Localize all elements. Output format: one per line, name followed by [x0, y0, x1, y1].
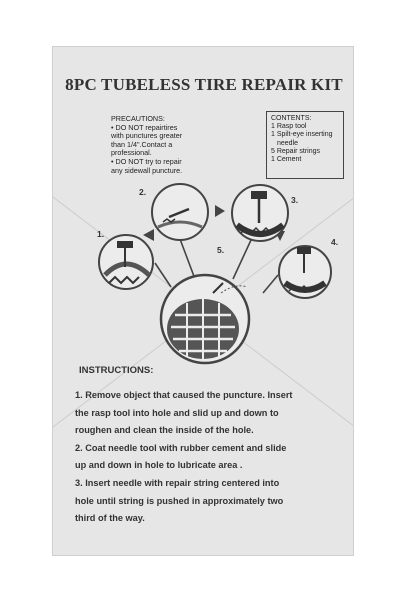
arrow-left-icon	[143, 229, 154, 241]
contents-box	[266, 111, 344, 179]
precaution-line: with punctures greater	[111, 131, 183, 141]
instruction-card	[52, 46, 354, 556]
step-number-4: 4.	[331, 237, 339, 247]
precaution-line: any sidewall puncture.	[111, 165, 183, 175]
contents-heading: CONTENTS:	[271, 115, 312, 122]
instruction-line: third of the way.	[75, 513, 145, 524]
contents-line: 1 Rasp tool	[271, 123, 307, 131]
step-number-3: 3.	[291, 195, 299, 205]
step-2-illustration	[152, 184, 208, 240]
step-number-1: 1.	[97, 229, 105, 239]
step-3-illustration	[232, 185, 288, 241]
arrow-right-icon	[215, 205, 225, 217]
precautions-heading: PRECAUTIONS:	[111, 114, 165, 123]
step-number-5: 5.	[217, 245, 225, 255]
precaution-line: • DO NOT repairtires	[111, 122, 178, 132]
step-1-illustration	[99, 235, 153, 289]
instruction-line: 2. Coat needle tool with rubber cement and slide	[75, 442, 287, 453]
instruction-line: hole until string is pushed in approximately two	[75, 495, 284, 506]
step-4-illustration	[279, 246, 331, 298]
instruction-line: 1. Remove object that caused the puncture. Insert	[75, 390, 293, 400]
contents-line: 1 Cement	[271, 156, 302, 164]
contents-line: needle	[277, 139, 299, 147]
step-number-2: 2.	[139, 187, 147, 197]
instruction-line: roughen and clean the inside of the hole.	[75, 425, 254, 436]
instructions-block	[75, 387, 347, 528]
precaution-line: than 1/4".Contact a	[111, 139, 173, 149]
precaution-line: professional.	[111, 148, 152, 158]
page-title: 8PC TUBELESS TIRE REPAIR KIT	[65, 75, 343, 94]
step-5-illustration	[161, 275, 249, 363]
contents-line: 1 Spilt-eye inserting	[271, 131, 333, 139]
precautions-block	[111, 115, 235, 175]
instruction-line: up and down in hole to lubricate area .	[75, 460, 243, 471]
contents-line: 5 Repair strings	[271, 147, 321, 155]
instructions-heading: INSTRUCTIONS:	[79, 365, 154, 376]
precaution-line: • DO NOT try to repair	[111, 156, 182, 166]
instruction-line: the rasp tool into hole and slid up and down to	[75, 407, 279, 418]
instruction-line: 3. Insert needle with repair string centered into	[75, 477, 280, 488]
